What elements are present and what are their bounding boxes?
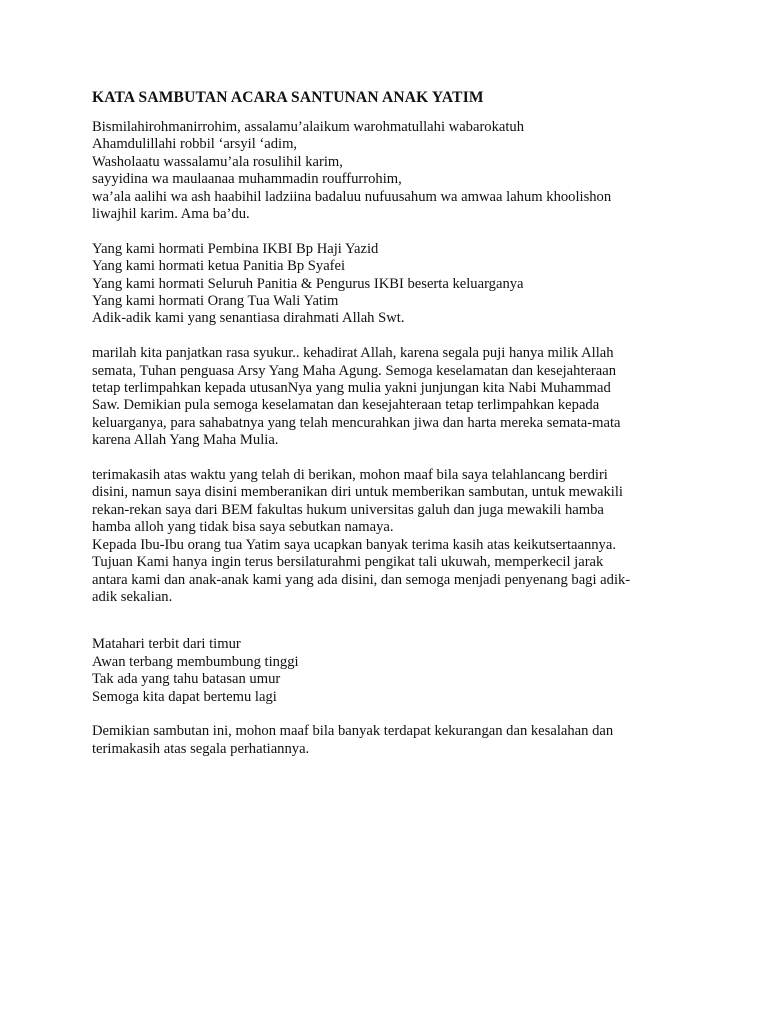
closing-line: Demikian sambutan ini, mohon maaf bila banyak terdapat kekurangan dan kesalahan dan xyxy=(92,723,614,740)
opening-line: Ahamdulillahi robbil ‘arsyil ‘adim, xyxy=(92,136,298,153)
paragraph-line: disini, namun saya disini memberanikan diri untuk memberikan sambutan, untuk mewakili xyxy=(92,484,623,501)
opening-line: wa’ala aalihi wa ash haabihil ladziina badaluu nufuusahum wa amwaa lahum khoolishon xyxy=(92,188,612,205)
poem-line: Semoga kita dapat bertemu lagi xyxy=(92,688,277,705)
paragraph-2 xyxy=(92,467,692,606)
paragraph-line: antara kami dan anak-anak kami yang ada disini, dan semoga menjadi penyenang bagi adik- xyxy=(92,571,631,588)
paragraph-1 xyxy=(92,345,692,449)
document-title: KATA SAMBUTAN ACARA SANTUNAN ANAK YATIM xyxy=(92,89,484,106)
spacer xyxy=(92,328,692,345)
paragraph-line: keluarganya, para sahabatnya yang telah mencurahkan jiwa dan harta mereka semata-mata xyxy=(92,414,621,431)
paragraph-line: marilah kita panjatkan rasa syukur.. kehadirat Allah, karena segala puji hanya milik Allah xyxy=(92,345,614,362)
spacer xyxy=(92,606,692,636)
paragraph-line: terimakasih atas waktu yang telah di berikan, mohon maaf bila saya telahlancang berdiri xyxy=(92,467,608,484)
greeting-line: Yang kami hormati ketua Panitia Bp Syafei xyxy=(92,258,346,275)
spacer xyxy=(92,450,692,467)
paragraph-line: hamba alloh yang tidak bisa saya sebutkan namaya. xyxy=(92,519,394,536)
paragraph-line: Saw. Demikian pula semoga keselamatan dan kesejahteraan tetap terlimpahkan kepada xyxy=(92,397,600,414)
poem-line: Tak ada yang tahu batasan umur xyxy=(92,671,281,688)
spacer xyxy=(92,706,692,723)
greeting-line: Yang kami hormati Seluruh Panitia & Pengurus IKBI beserta keluarganya xyxy=(92,275,524,292)
opening-block xyxy=(92,119,692,223)
greetings-block xyxy=(92,241,692,328)
poem-block xyxy=(92,636,692,706)
paragraph-line: semata, Tuhan penguasa Arsy Yang Maha Agung. Semoga keselamatan dan kesejahteraan xyxy=(92,362,617,379)
paragraph-line: adik sekalian. xyxy=(92,588,173,605)
greeting-line: Adik-adik kami yang senantiasa dirahmati Allah Swt. xyxy=(92,310,405,327)
spacer xyxy=(92,223,692,240)
opening-line: Washolaatu wassalamu’ala rosulihil karim, xyxy=(92,153,343,170)
closing-line: terimakasih atas segala perhatiannya. xyxy=(92,740,310,757)
opening-line: Bismilahirohmanirrohim, assalamu’alaikum warohmatullahi wabarokatuh xyxy=(92,119,525,135)
paragraph-line: Tujuan Kami hanya ingin terus bersilaturahmi pengikat tali ukuwah, memperkecil jarak xyxy=(92,554,604,571)
poem-line: Matahari terbit dari timur xyxy=(92,636,241,653)
paragraph-line: rekan-rekan saya dari BEM fakultas hukum universitas galuh dan juga mewakili hamba xyxy=(92,501,604,518)
greeting-line: Yang kami hormati Pembina IKBI Bp Haji Yazid xyxy=(92,240,379,257)
paragraph-line: Kepada Ibu-Ibu orang tua Yatim saya ucapkan banyak terima kasih atas keikutsertaannya. xyxy=(92,536,616,553)
opening-line: sayyidina wa maulaanaa muhammadin rouffurrohim, xyxy=(92,171,402,188)
poem-line: Awan terbang membumbung tinggi xyxy=(92,653,299,670)
document-page xyxy=(92,88,692,758)
paragraph-line: tetap terlimpahkan kepada utusanNya yang mulia yakni junjungan kita Nabi Muhammad xyxy=(92,380,611,397)
paragraph-line: karena Allah Yang Maha Mulia. xyxy=(92,432,279,449)
opening-line: liwajhil karim. Ama ba’du. xyxy=(92,206,250,223)
closing-block xyxy=(92,723,692,758)
greeting-line: Yang kami hormati Orang Tua Wali Yatim xyxy=(92,293,339,310)
